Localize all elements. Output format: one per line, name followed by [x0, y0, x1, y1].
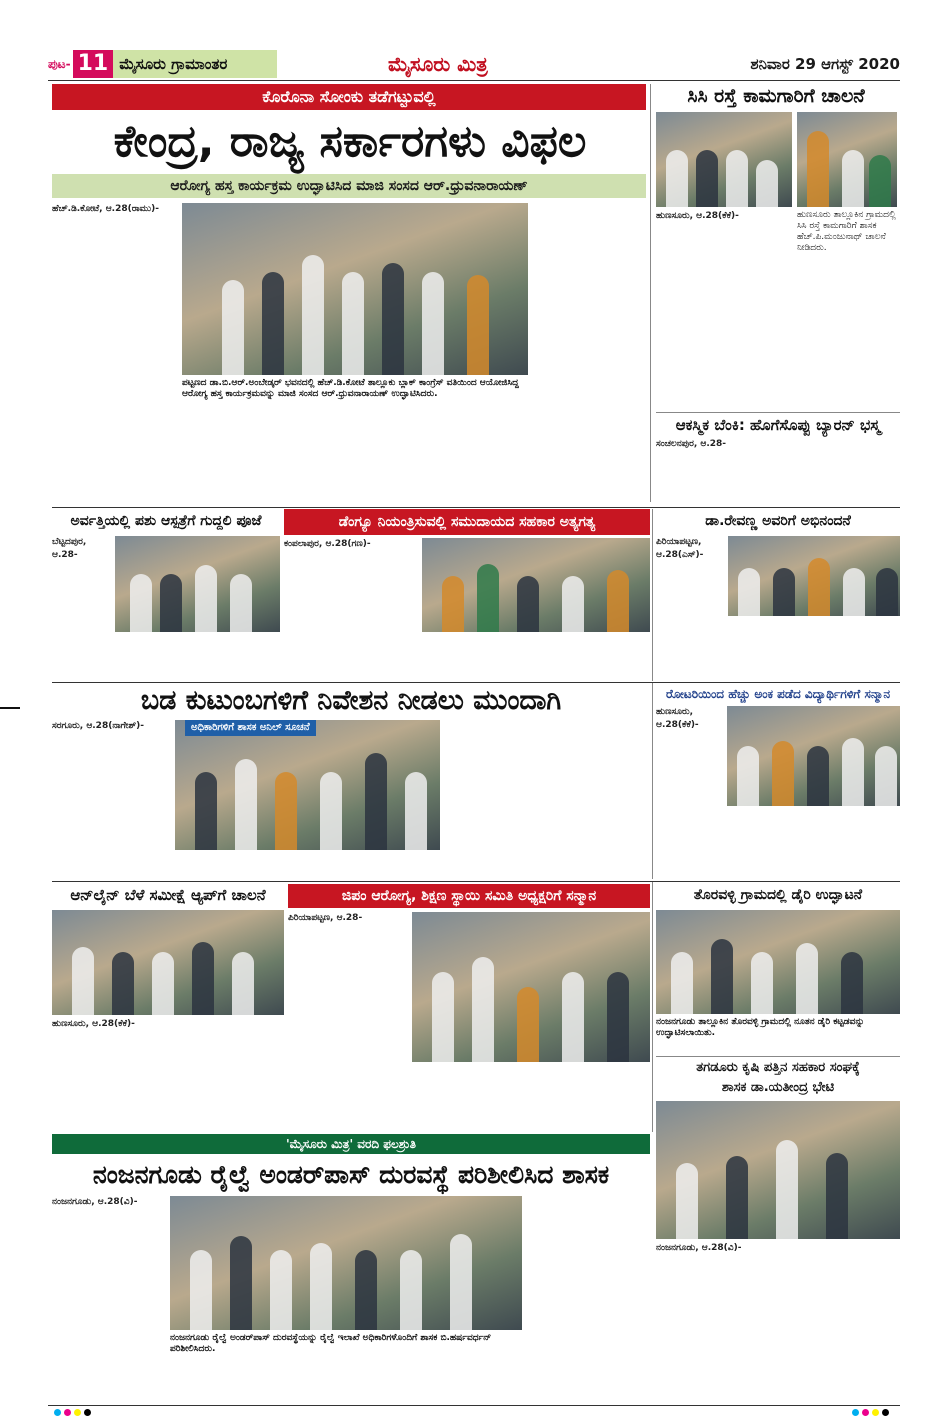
- underpass-body-col3: [526, 1196, 650, 1402]
- revanna-body: [656, 619, 900, 679]
- online-dateline: ಹುಣಸೂರು, ಆ.28(ಕೆಕೆ)-: [52, 1019, 135, 1029]
- column-divider: [650, 84, 651, 502]
- rotary-dateline: ಹುಣಸೂರು, ಆ.28(ಕೆಕೆ)-: [656, 707, 699, 730]
- vet-headline: ಅರ್ವತ್ತಿಯಲ್ಲಿ ಪಶು ಆಸ್ಪತ್ರೆಗೆ ಗುದ್ದಲಿ ಪೂಜೆ: [70, 513, 262, 529]
- dengue-photo: [422, 538, 650, 632]
- zp-photo: [412, 912, 650, 1062]
- underpass-headline: ನಂಜನಗೂಡು ರೈಲ್ವೆ ಅಂಡರ್‌ಪಾಸ್ ದುರವಸ್ಥೆ ಪರಿಶೀಲಿಸಿದ ಶಾಸಕ: [92, 1160, 610, 1189]
- color-registration-marks: [852, 1409, 889, 1416]
- dairy-photo-caption: ನಂಜನಗೂಡು ತಾಲ್ಲೂಕಿನ ತೊರವಳ್ಳಿ ಗ್ರಾಮದಲ್ಲಿ ನೂತನ ಡೈರಿ ಕಟ್ಟಡವನ್ನು ಉದ್ಘಾಟಿಸಲಾಯಿತು.: [656, 1017, 865, 1038]
- cc-road-headline: ಸಿಸಿ ರಸ್ತೆ ಕಾಮಗಾರಿಗೆ ಚಾಲನೆ: [687, 85, 865, 107]
- dairy-headline: ತೊರವಳ್ಳಿ ಗ್ರಾಮದಲ್ಲಿ ಡೈರಿ ಉದ್ಘಾಟನೆ: [693, 887, 863, 903]
- lead-subhead: ಆರೋಗ್ಯ ಹಸ್ತ ಕಾರ್ಯಕ್ರಮ ಉದ್ಘಾಟಿಸಿದ ಮಾಜಿ ಸಂಸದ ಆರ್.ಧ್ರುವನಾರಾಯಣ್: [52, 174, 646, 198]
- dengue-body-col2: [422, 635, 650, 679]
- revanna-headline: ಡಾ.ರೇವಣ್ಣ ಅವರಿಗೆ ಅಭಿನಂದನೆ: [705, 513, 851, 529]
- fire-dateline: ಸಂಚಲನಪುರ, ಆ.28-: [656, 439, 727, 449]
- vet-body-top: [52, 536, 112, 632]
- lead-body-col3: [352, 405, 528, 505]
- divider: [52, 507, 900, 508]
- zp-body-col2: [412, 1065, 650, 1133]
- page-prefix: ಪುಟ-: [48, 56, 71, 71]
- cc-road-photo-left: [656, 112, 792, 207]
- underpass-kicker: 'ಮೈಸೂರು ಮಿತ್ರ' ವರದಿ ಫಲಶ್ರುತಿ: [52, 1134, 650, 1154]
- vet-body: [52, 635, 280, 679]
- page-tag: [48, 50, 277, 78]
- revanna-photo: [728, 536, 900, 616]
- dengue-dateline: ಕಂಪಲಾಪುರ, ಆ.28(ಗಣ)-: [284, 539, 371, 549]
- rotary-body-top: [656, 706, 724, 806]
- dengue-headline: ಡೆಂಗ್ಯೂ ನಿಯಂತ್ರಿಸುವಲ್ಲಿ ಸಮುದಾಯದ ಸಹಕಾರ ಅತ್ಯಗತ್ಯ: [284, 509, 650, 535]
- section-name: ಮೈಸೂರು ಗ್ರಾಮಾಂತರ: [113, 50, 277, 78]
- lead-body-col1: [52, 203, 177, 505]
- underpass-body-col2: [170, 1360, 522, 1402]
- credit-body: [656, 1242, 900, 1402]
- lead-dateline: ಹೆಚ್.ಡಿ.ಕೋಟೆ, ಆ.28(ರಾಮು)-: [52, 204, 159, 214]
- zp-headline: ಜಿಪಂ ಆರೋಗ್ಯ, ಶಿಕ್ಷಣ ಸ್ಥಾಯಿ ಸಮಿತಿ ಅಧ್ಯಕ್ಷರಿಗೆ ಸನ್ಮಾನ: [288, 884, 650, 908]
- rotary-photo: [727, 706, 900, 806]
- zp-body-col1: [288, 912, 408, 1018]
- column-divider: [652, 683, 653, 879]
- underpass-dateline: ನಂಜನಗೂಡು, ಆ.28(ವಿ)-: [52, 1197, 138, 1207]
- publication-date: ಶನಿವಾರ 29 ಆಗಸ್ಟ್ 2020: [750, 55, 900, 73]
- masthead: [48, 50, 900, 78]
- divider: [656, 412, 900, 413]
- vet-dateline: ಬೆಟ್ಟದಪುರ, ಆ.28-: [52, 537, 87, 560]
- lead-body-col2: [182, 405, 347, 505]
- housing-body-col1: [52, 720, 172, 880]
- dengue-body-col1: [284, 538, 419, 679]
- housing-photo-banner: ಅಧಿಕಾರಿಗಳಿಗೆ ಶಾಸಕ ಅನಿಲ್ ಸೂಚನೆ: [185, 720, 316, 736]
- housing-headline: ಬಡ ಕುಟುಂಬಗಳಿಗೆ ನಿವೇಶನ ನೀಡಲು ಮುಂದಾಗಿ: [140, 685, 562, 716]
- cc-road-photo-right: [797, 112, 897, 207]
- fire-body: [656, 438, 900, 504]
- lead-photo: [182, 203, 528, 375]
- vet-photo: [115, 536, 280, 632]
- revanna-dateline: ಪಿರಿಯಾಪಟ್ಟಣ, ಆ.28(ಎಸ್)-: [656, 537, 704, 560]
- column-divider: [652, 509, 653, 681]
- page-number: 11: [73, 50, 114, 78]
- lead-headline: ಕೇಂದ್ರ, ರಾಜ್ಯ ಸರ್ಕಾರಗಳು ವಿಫಲ: [113, 116, 587, 167]
- revanna-body-top: [656, 536, 726, 616]
- column-divider: [652, 882, 653, 1132]
- lead-body-col4: [533, 203, 646, 505]
- dairy-photo: [656, 910, 900, 1014]
- housing-body-col2: [175, 853, 440, 880]
- housing-dateline: ಸರಗೂರು, ಆ.28(ನಾಗೇಶ್)-: [52, 721, 145, 731]
- online-body: [52, 1018, 412, 1133]
- fire-headline: ಆಕಸ್ಮಿಕ ಬೆಂಕಿ: ಹೊಗೆಸೊಪ್ಪು ಬ್ಯಾರನ್ ಭಸ್ಮ: [675, 416, 881, 434]
- divider: [656, 1056, 900, 1057]
- cc-road-body: [656, 210, 792, 410]
- online-headline: ಆನ್‌ಲೈನ್ ಬೆಳೆ ಸಮೀಕ್ಷೆ ಆ್ಯಪ್‌ಗೆ ಚಾಲನೆ: [70, 886, 266, 904]
- underpass-photo-caption: ನಂಜನಗೂಡು ರೈಲ್ವೆ ಅಂಡರ್‌ಪಾಸ್ ದುರವಸ್ಥೆಯನ್ನು ರೈಲ್ವೆ ಇಲಾಖೆ ಅಧಿಕಾರಿಗಳೊಂದಿಗೆ ಶಾಸಕ ಬಿ.ಹರ್ಷವರ್ಧನ್ ಪರಿಶೀಲಿಸಿದರು.: [170, 1333, 492, 1354]
- housing-photo: [175, 720, 440, 850]
- header-rule: [48, 80, 900, 81]
- footer-rule: [48, 1405, 900, 1406]
- rotary-body: [656, 809, 900, 879]
- color-registration-marks: [54, 1409, 91, 1416]
- underpass-body-col1: [52, 1196, 167, 1402]
- housing-body-col3: [443, 720, 650, 880]
- paper-name: ಮೈಸೂರು ಮಿತ್ರ: [388, 52, 488, 76]
- lead-ribbon: ಕೊರೊನಾ ಸೋಂಕು ತಡೆಗಟ್ಟುವಲ್ಲಿ: [52, 84, 646, 110]
- lead-photo-caption: ಪಟ್ಟಣದ ಡಾ.ಬಿ.ಆರ್.ಅಂಬೇಡ್ಕರ್ ಭವನದಲ್ಲಿ ಹೆಚ್.ಡಿ.ಕೋಟೆ ತಾಲ್ಲೂಕು ಬ್ಲಾಕ್ ಕಾಂಗ್ರೆಸ್ ವತಿಯಿಂದ ಆಯೋಜಿಸಿದ್ದ ಆರೋಗ್ಯ ಹಸ್ತ ಕಾರ್ಯಕ್ರಮವನ್ನು ಮಾಜಿ ಸಂಸದ ಆರ್.ಧ್ರುವನಾರಾಯಣ್ ಉದ್ಘಾಟಿಸಿದರು.: [182, 378, 519, 399]
- credit-dateline: ನಂಜನಗೂಡು, ಆ.28(ವಿ)-: [656, 1243, 742, 1253]
- credit-headline-line1: ತಗಡೂರು ಕೃಷಿ ಪತ್ತಿನ ಸಹಕಾರ ಸಂಘಕ್ಕೆ: [696, 1060, 860, 1075]
- credit-photo: [656, 1101, 900, 1239]
- margin-mark: [0, 707, 20, 709]
- rotary-headline: ರೋಟರಿಯಿಂದ ಹೆಚ್ಚು ಅಂಕ ಪಡೆದ ವಿದ್ಯಾರ್ಥಿಗಳಿಗೆ ಸನ್ಮಾನ: [665, 687, 891, 701]
- zp-dateline: ಪಿರಿಯಾಪಟ್ಟಣ, ಆ.28-: [288, 913, 363, 923]
- cc-road-dateline: ಹುಣಸೂರು, ಆ.28(ಕೆಕೆ)-: [656, 211, 739, 221]
- cc-road-photo-caption: ಹುಣಸೂರು ತಾಲ್ಲೂಕಿನ ಗ್ರಾಮದಲ್ಲಿ ಸಿಸಿ ರಸ್ತೆ ಕಾಮಗಾರಿಗೆ ಶಾಸಕ ಹೆಚ್.ಪಿ.ಮಂಜುನಾಥ್ ಚಾಲನೆ ನೀಡಿದರು.: [797, 210, 896, 253]
- online-photo: [52, 910, 284, 1015]
- underpass-photo: [170, 1196, 522, 1330]
- credit-headline-line2: ಶಾಸಕ ಡಾ.ಯತೀಂದ್ರ ಭೇಟಿ: [721, 1080, 835, 1095]
